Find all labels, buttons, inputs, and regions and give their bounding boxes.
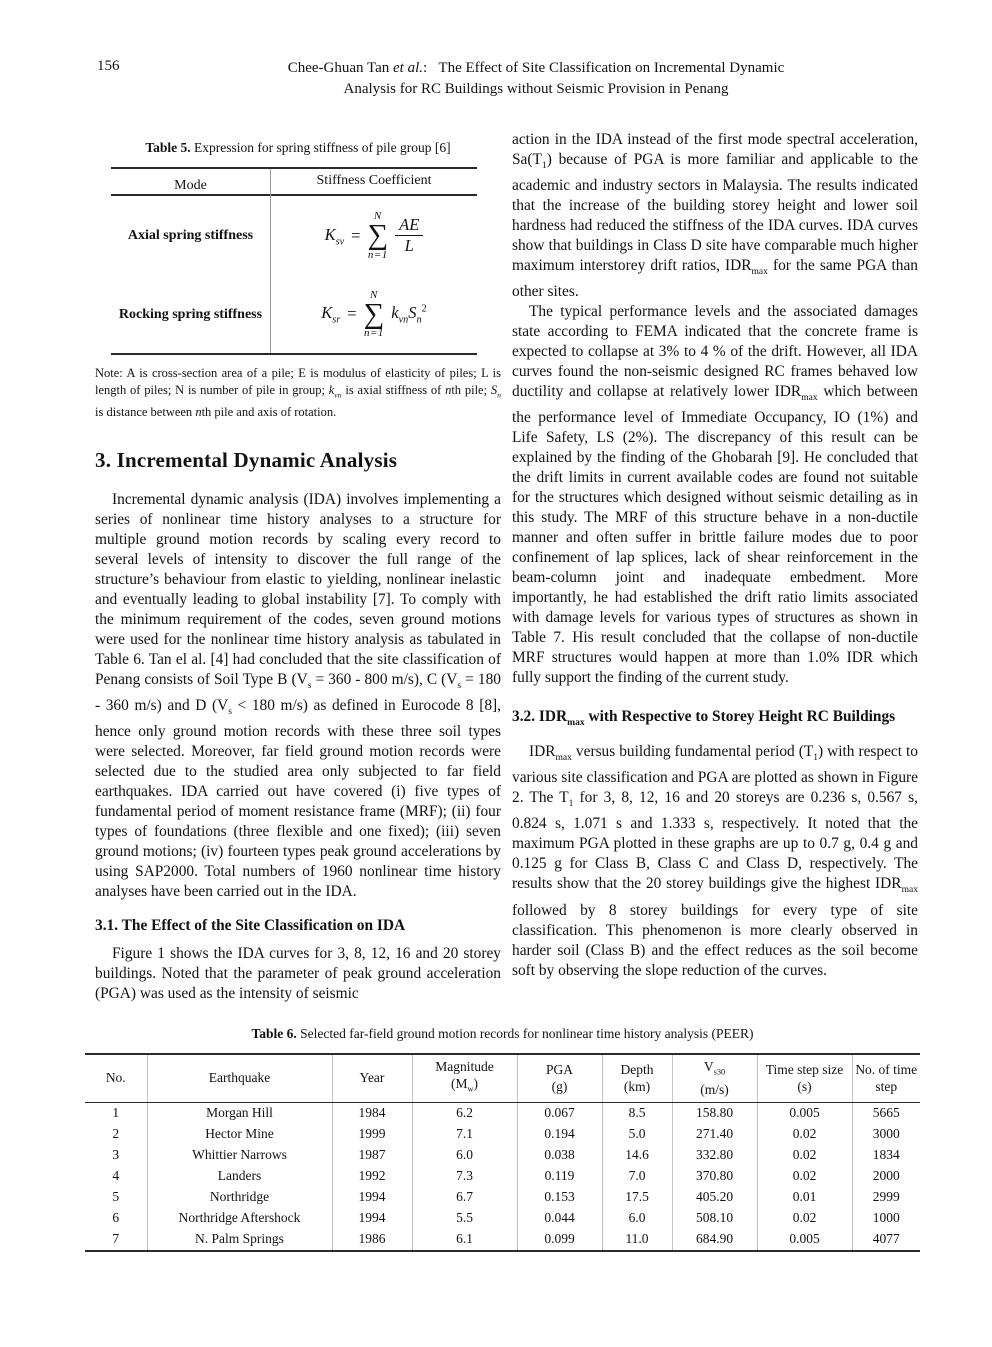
table-cell: 2999 xyxy=(852,1187,920,1208)
table-cell: 3000 xyxy=(852,1124,920,1145)
table-cell: 1999 xyxy=(332,1124,412,1145)
running-title xyxy=(150,58,922,100)
table6-column-header: Year xyxy=(332,1054,412,1102)
table-cell: 2 xyxy=(112,1126,120,1142)
table6-column-header: Earthquake xyxy=(147,1054,332,1102)
axial-lhs: K xyxy=(324,224,336,244)
rocking-term: $k_{vn}S_n^2$ xyxy=(391,303,427,326)
table-row xyxy=(85,1124,920,1145)
table-cell: 0.038 xyxy=(517,1145,602,1166)
table-cell: 0.067 xyxy=(517,1102,602,1124)
section-3-heading: 3. Incremental Dynamic Analysis xyxy=(95,447,398,472)
table5-caption-label: Table 5. xyxy=(145,140,191,155)
table-cell: 7.0 xyxy=(602,1166,672,1187)
table-row xyxy=(85,1145,920,1166)
table-cell: 1986 xyxy=(332,1229,412,1251)
table-cell: 6.2 xyxy=(412,1102,517,1124)
summation-symbol: N ∑ n=1 xyxy=(367,210,389,261)
table-cell: 0.005 xyxy=(757,1102,852,1124)
table-cell: 4 xyxy=(112,1168,120,1184)
table5-caption xyxy=(95,140,501,156)
table-cell: 1984 xyxy=(332,1102,412,1124)
running-title-line1: Chee-Ghuan Tan et al.: The Effect of Site Classification on Incremental Dynamic xyxy=(287,60,785,76)
table-cell: 6.1 xyxy=(412,1229,517,1251)
table-cell: 271.40 xyxy=(672,1124,757,1145)
rocking-mode-label: Rocking spring stiffness xyxy=(118,306,263,322)
section-3-1-heading: 3.1. The Effect of the Site Classification on IDA xyxy=(95,916,406,934)
section-3-2-paragraph: $IDR_{max}$ versus building fundamental period $(T_1)$ with respect to various site classification and PGA are plotted as shown in Figure 2. The $T_1$ for 3, 8, 12, 16 and 20 storeys are 0.236 s, 0.567 s, 0.824 s, 1.071 s and 1.333 s, respectively. It noted that the maximum PGA plotted in these graphs are up to 0.7 g, 0.4 g and 0.125 g for Class B, Class C and Class D, respectively. The results show that the 20 storey buildings give the highest $IDR_{max}$ followed by 8 storey buildings for every type of site classification. This phenomenon is more clearly observed in harder soil (Class B) and the effect reduces as the soil become soft by observing the slope reduction of the curves. xyxy=(512,743,918,979)
table-cell: 0.153 xyxy=(517,1187,602,1208)
table-cell: 6.0 xyxy=(602,1208,672,1229)
fraction-denominator: L xyxy=(404,236,414,256)
axial-mode-label: Axial spring stiffness xyxy=(127,228,254,243)
table-cell: 0.02 xyxy=(757,1166,852,1187)
fraction-numerator: AE xyxy=(395,215,423,237)
table5-header-row xyxy=(111,169,477,196)
table-cell: 1000 xyxy=(852,1208,920,1229)
table-row xyxy=(85,1187,920,1208)
table-row xyxy=(85,1166,920,1187)
table-cell: 1834 xyxy=(852,1145,920,1166)
table-cell: 0.005 xyxy=(757,1229,852,1251)
table-cell: 0.02 xyxy=(757,1145,852,1166)
table-cell: 5.0 xyxy=(602,1124,672,1145)
table6-column-header: $V_{s30}$ (m/s) xyxy=(672,1054,757,1102)
table-cell: 2000 xyxy=(852,1166,920,1187)
right-column xyxy=(512,130,918,981)
table-cell: 0.02 xyxy=(757,1124,852,1145)
table-cell: 4077 xyxy=(852,1229,920,1251)
table-cell: 7 xyxy=(112,1231,120,1247)
table-cell: 11.0 xyxy=(602,1229,672,1251)
table-row xyxy=(85,1229,920,1251)
table6-column-header: Time step size (s) xyxy=(757,1054,852,1102)
table-cell: 158.80 xyxy=(672,1102,757,1124)
table-cell: Whittier Narrows xyxy=(147,1145,332,1166)
table-cell: 3 xyxy=(112,1147,120,1163)
table-row xyxy=(85,1102,920,1124)
table-cell: 0.194 xyxy=(517,1124,602,1145)
page-number: 156 xyxy=(97,58,120,74)
section-3-1-paragraph: Figure 1 shows the IDA curves for 3, 8, 12, 16 and 20 storey buildings. Noted that the parameter of peak ground acceleration (PGA) was used as the intensity of seismic xyxy=(95,944,501,1002)
table-cell: 5.5 xyxy=(412,1208,517,1229)
section-3-2-heading: 3.2. $IDR_{max}$ with Respective to Storey Height RC Buildings xyxy=(512,708,896,729)
table5 xyxy=(111,167,477,355)
table6-caption xyxy=(85,1026,920,1042)
table6-section xyxy=(85,1026,920,1252)
table-cell: Northridge Aftershock xyxy=(147,1208,332,1229)
table-cell: 508.10 xyxy=(672,1208,757,1229)
table5-header-coefficient: Stiffness Coefficient xyxy=(316,173,432,188)
table-cell: 405.20 xyxy=(672,1187,757,1208)
table-cell: 6 xyxy=(112,1210,120,1226)
table-cell: 0.02 xyxy=(757,1208,852,1229)
table-cell: 684.90 xyxy=(672,1229,757,1251)
table-cell: 370.80 xyxy=(672,1166,757,1187)
axial-lhs-sub: sv xyxy=(335,236,345,248)
table5-note: Note: A is cross-section area of a pile; E is modulus of elasticity of piles; L is length of piles; N is number of pile in group; $k_{vn}$ is axial stiffness of nth pile; $S_n$ is distance between nth pile and axis of rotation. xyxy=(95,366,501,419)
table-cell: 6.7 xyxy=(412,1187,517,1208)
table5-header-mode: Mode xyxy=(111,169,271,203)
table-cell: 332.80 xyxy=(672,1145,757,1166)
table-cell: Northridge xyxy=(147,1187,332,1208)
performance-levels-paragraph: The typical performance levels and the associated damages state according to FEMA indicated that the concrete frame is expected to collapse at 3% to 4 % of the drift. However, all IDA curves found the non-seismic designed RC frames behaved low ductility and collapse at relatively lower $IDR_{max}$ which between the performance level of Immediate Occupancy, IO (1%) and Life Safety, LS (2%). The discrepancy of this result can be explained by the finding of the Ghobarah [9]. He concluded that the drift limits in current available codes are found not suitable for the structures which designed without seismic detailing as in this study. The MRF of this structure behave in a non-ductile manner and often suffer in brittle failure modes due to poor confinement of lap splices, lack of shear reinforcement in the beam-column joint and inadequate embedment. More importantly, he had established the drift ratio limits associated with damage levels for various types of structures as shown in Table 7. His result concluded that the collapse of non-ductile MRF structures would happen at more than 1.0% IDR which fully support the finding of the current study. xyxy=(512,303,918,687)
table-cell: 0.099 xyxy=(517,1229,602,1251)
equals-sign: = xyxy=(347,304,357,324)
table-cell: 0.044 xyxy=(517,1208,602,1229)
table6-header-row xyxy=(85,1054,920,1102)
table5-row-axial xyxy=(111,196,477,276)
table-cell: 1992 xyxy=(332,1166,412,1187)
table6-column-header: No. xyxy=(85,1054,147,1102)
table6-column-header: Magnitude $(M_w)$ xyxy=(412,1054,517,1102)
table-cell: 6.0 xyxy=(412,1145,517,1166)
table6-caption-text: Selected far-field ground motion records for nonlinear time history analysis (PEER) xyxy=(296,1026,754,1041)
rocking-lhs-sub: sr xyxy=(332,314,341,326)
continuation-paragraph: action in the IDA instead of the first mode spectral acceleration, $Sa(T_1)$ because of PGA is more familiar and applicable to the academic and industry sectors in Malaysia. The results indicated that the increase of the building storey height and lower soil hardness had reduced the stiffness of the IDA curves. IDA curves show that buildings in Class D site have comparable much higher maximum interstorey drift ratios, $IDR_{max}$ for the same PGA than other sites. xyxy=(512,131,919,301)
ground-motion-table xyxy=(85,1053,920,1252)
table-cell: Hector Mine xyxy=(147,1124,332,1145)
rocking-stiffness-formula xyxy=(271,290,477,340)
left-column xyxy=(95,140,501,1004)
table-cell: 1987 xyxy=(332,1145,412,1166)
section-3-paragraph: Incremental dynamic analysis (IDA) involves implementing a series of nonlinear time history analyses to a structure for multiple ground motion records by scaling every record to several levels of intensity to discover the full range of the structure’s behaviour from elastic to yielding, nonlinear inelastic and eventually leading to global instability [7]. To comply with the minimum requirement of the codes, seven ground motions were used for the nonlinear time history analysis as tabulated in Table 6. Tan el al. [4] had concluded that the site classification of Penang consists of Soil Type B ($V_s = 360 - 800$ m/s), C ($V_s = 180 - 360$ m/s) and D ($V_s < 180$ m/s) as defined in Eurocode 8 [8], hence only ground motion records with these three soil types were selected. Moreover, far field ground motion records were selected due to the studied area only subjected to far field earthquakes. IDA carried out have covered (i) five types of fundamental period of moment resistance frame (MRF); (ii) four types of foundations (three flexible and one fixed); (iii) seven ground motions; (iv) fourteen types peak ground accelerations by using SAP2000. Total numbers of 1960 nonlinear time history analyses have been carried out in the IDA. xyxy=(95,490,501,900)
table6-caption-label: Table 6. xyxy=(251,1026,297,1041)
table-cell: 14.6 xyxy=(602,1145,672,1166)
summation-symbol: N ∑ n=1 xyxy=(363,288,385,340)
table6-column-header: No. of time step xyxy=(852,1054,920,1102)
table-cell: Landers xyxy=(147,1166,332,1187)
table-row xyxy=(85,1208,920,1229)
table-cell: 0.01 xyxy=(757,1187,852,1208)
table-cell: 1994 xyxy=(332,1208,412,1229)
table-cell: 5665 xyxy=(852,1102,920,1124)
table-cell: 1 xyxy=(112,1105,120,1121)
equals-sign: = xyxy=(351,225,361,245)
running-title-line2: Analysis for RC Buildings without Seismic Provision in Penang xyxy=(343,81,729,97)
table5-row-rocking xyxy=(111,276,477,353)
table-cell: 7.3 xyxy=(412,1166,517,1187)
table6-column-header: PGA (g) xyxy=(517,1054,602,1102)
table-cell: Morgan Hill xyxy=(147,1102,332,1124)
table-cell: 1994 xyxy=(332,1187,412,1208)
table5-caption-text: Expression for spring stiffness of pile group [6] xyxy=(190,140,451,155)
table-cell: 5 xyxy=(112,1189,120,1205)
table6-column-header: Depth (km) xyxy=(602,1054,672,1102)
table-cell: 0.119 xyxy=(517,1166,602,1187)
table-cell: 8.5 xyxy=(602,1102,672,1124)
rocking-lhs: K xyxy=(321,303,333,323)
table-cell: 17.5 xyxy=(602,1187,672,1208)
table-cell: N. Palm Springs xyxy=(147,1229,332,1251)
ground-motion-table-body xyxy=(85,1102,920,1251)
axial-stiffness-formula xyxy=(271,211,477,261)
fraction xyxy=(395,215,423,257)
table-cell: 7.1 xyxy=(412,1124,517,1145)
